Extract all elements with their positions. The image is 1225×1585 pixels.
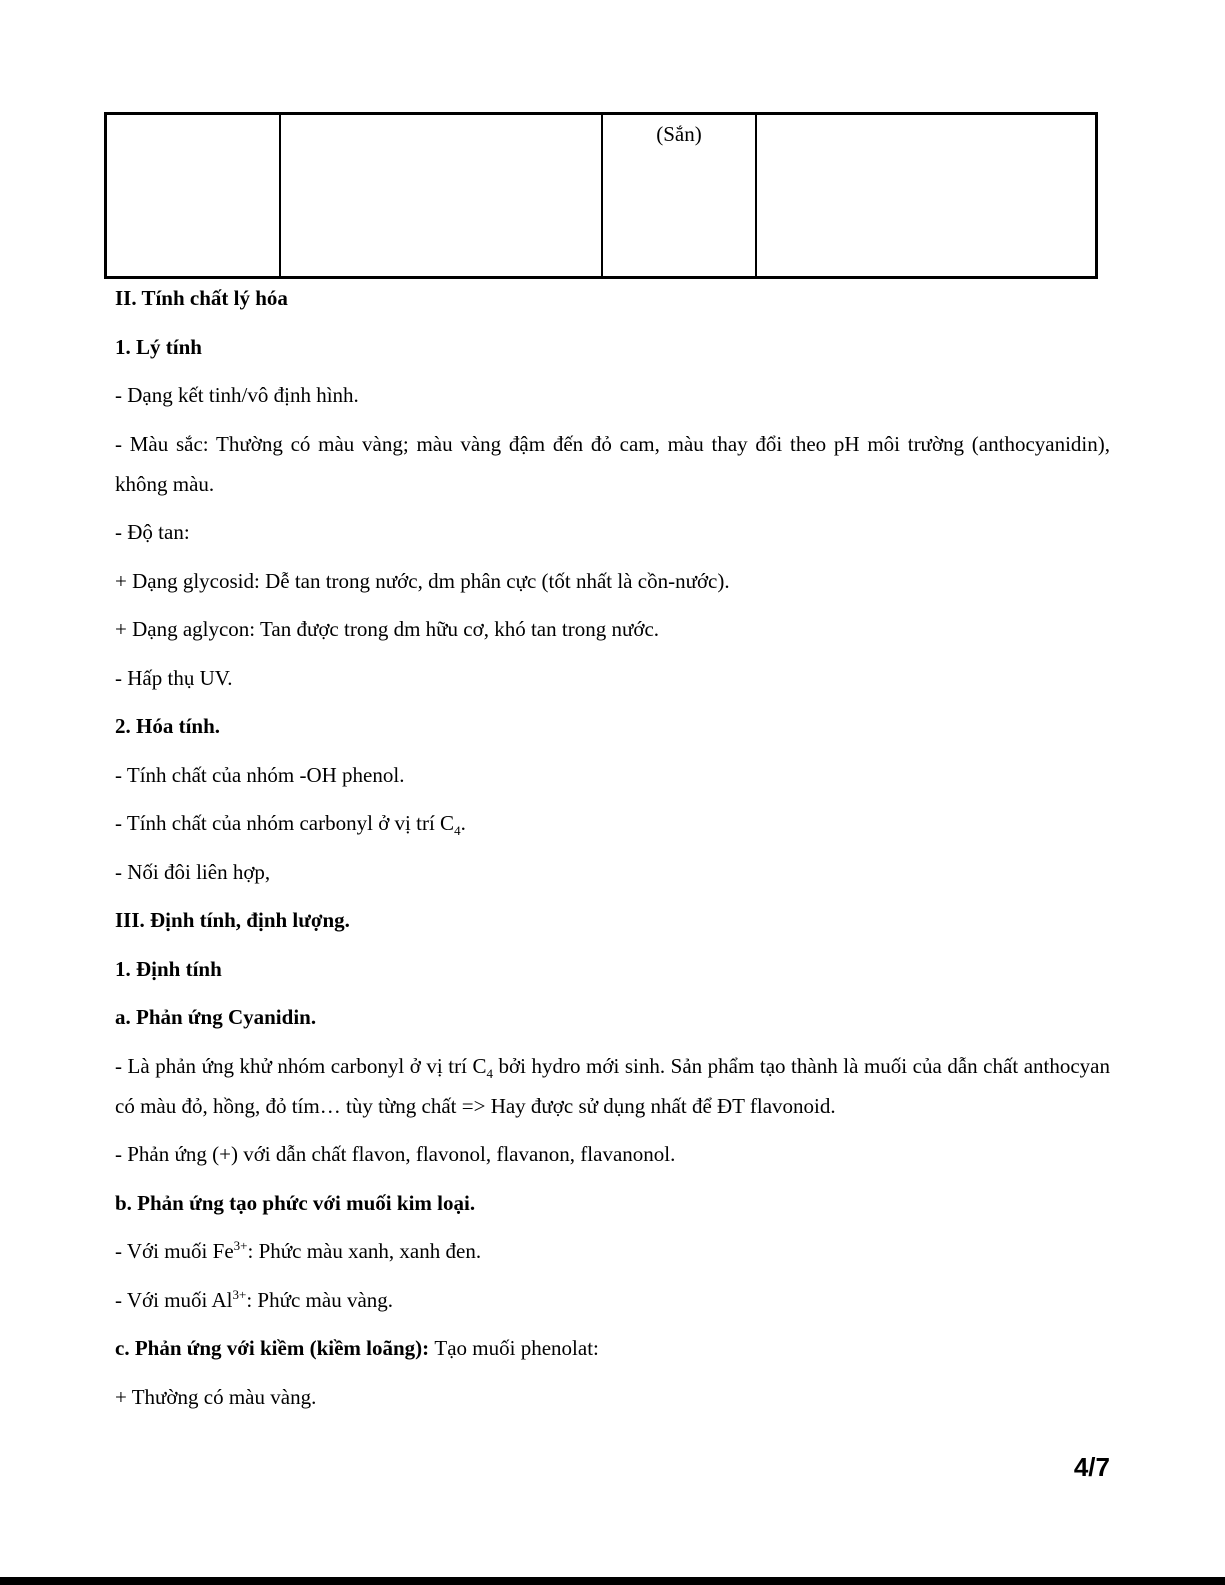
paragraph: 1. Lý tính (115, 334, 202, 359)
document-body (115, 278, 1110, 1425)
paragraph: - Với muối $Fe^{3+}$: Phức màu xanh, xanh đen. (115, 1238, 482, 1263)
paragraph: - Dạng kết tinh/vô định hình. (115, 383, 359, 407)
table-cell: (Sắn) (603, 115, 757, 276)
paragraph: 2. Hóa tính. (115, 714, 221, 738)
table-cell (281, 115, 603, 276)
paragraph: + Dạng aglycon: Tan được trong dm hữu cơ, khó tan trong nước. (115, 617, 660, 641)
paragraph: + Thường có màu vàng. (115, 1384, 317, 1409)
paragraph: c. Phản ứng với kiềm (kiềm loãng): Tạo muối phenolat: (115, 1336, 599, 1360)
paragraph: - Hấp thụ UV. (115, 665, 233, 690)
paragraph: - Độ tan: (115, 520, 190, 544)
paragraph: - Tính chất của nhóm carbonyl ở vị trí $C_4$. (115, 811, 466, 839)
paragraph: - Màu sắc: Thường có màu vàng; màu vàng đậm đến đỏ cam, màu thay đổi theo pH môi trường (anthocyanidin), không màu. (115, 431, 1110, 496)
bottom-bar (0, 1577, 1225, 1585)
table (104, 112, 1098, 279)
paragraph: - Là phản ứng khử nhóm carbonyl ở vị trí $C_4$ bởi hydro mới sinh. Sản phẩm tạo thành là muối của dẫn chất anthocyan có màu đỏ, hồng, đỏ tím… tùy từng chất => Hay được sử dụng nhất để ĐT flavonoid. (115, 1053, 1110, 1118)
paragraph: 1. Định tính (115, 956, 222, 981)
page-number: 4/7 (1073, 1452, 1110, 1482)
paragraph: - Phản ứng (+) với dẫn chất flavon, flavonol, flavanon, flavanonol. (115, 1142, 676, 1166)
paragraph: + Dạng glycosid: Dễ tan trong nước, dm phân cực (tốt nhất là cồn-nước). (115, 568, 730, 593)
paragraph: III. Định tính, định lượng. (115, 908, 350, 932)
paragraph: - Nối đôi liên hợp, (115, 859, 271, 884)
paragraph: - Với muối $Al^{3+}$: Phức màu vàng. (115, 1286, 394, 1312)
paragraph: II. Tính chất lý hóa (115, 286, 288, 310)
paragraph: b. Phản ứng tạo phức với muối kim loại. (115, 1190, 476, 1215)
paragraph: a. Phản ứng Cyanidin. (115, 1005, 317, 1029)
paragraph: - Tính chất của nhóm -OH phenol. (115, 762, 405, 787)
table-cell (107, 115, 281, 276)
table-cell (757, 115, 1095, 276)
